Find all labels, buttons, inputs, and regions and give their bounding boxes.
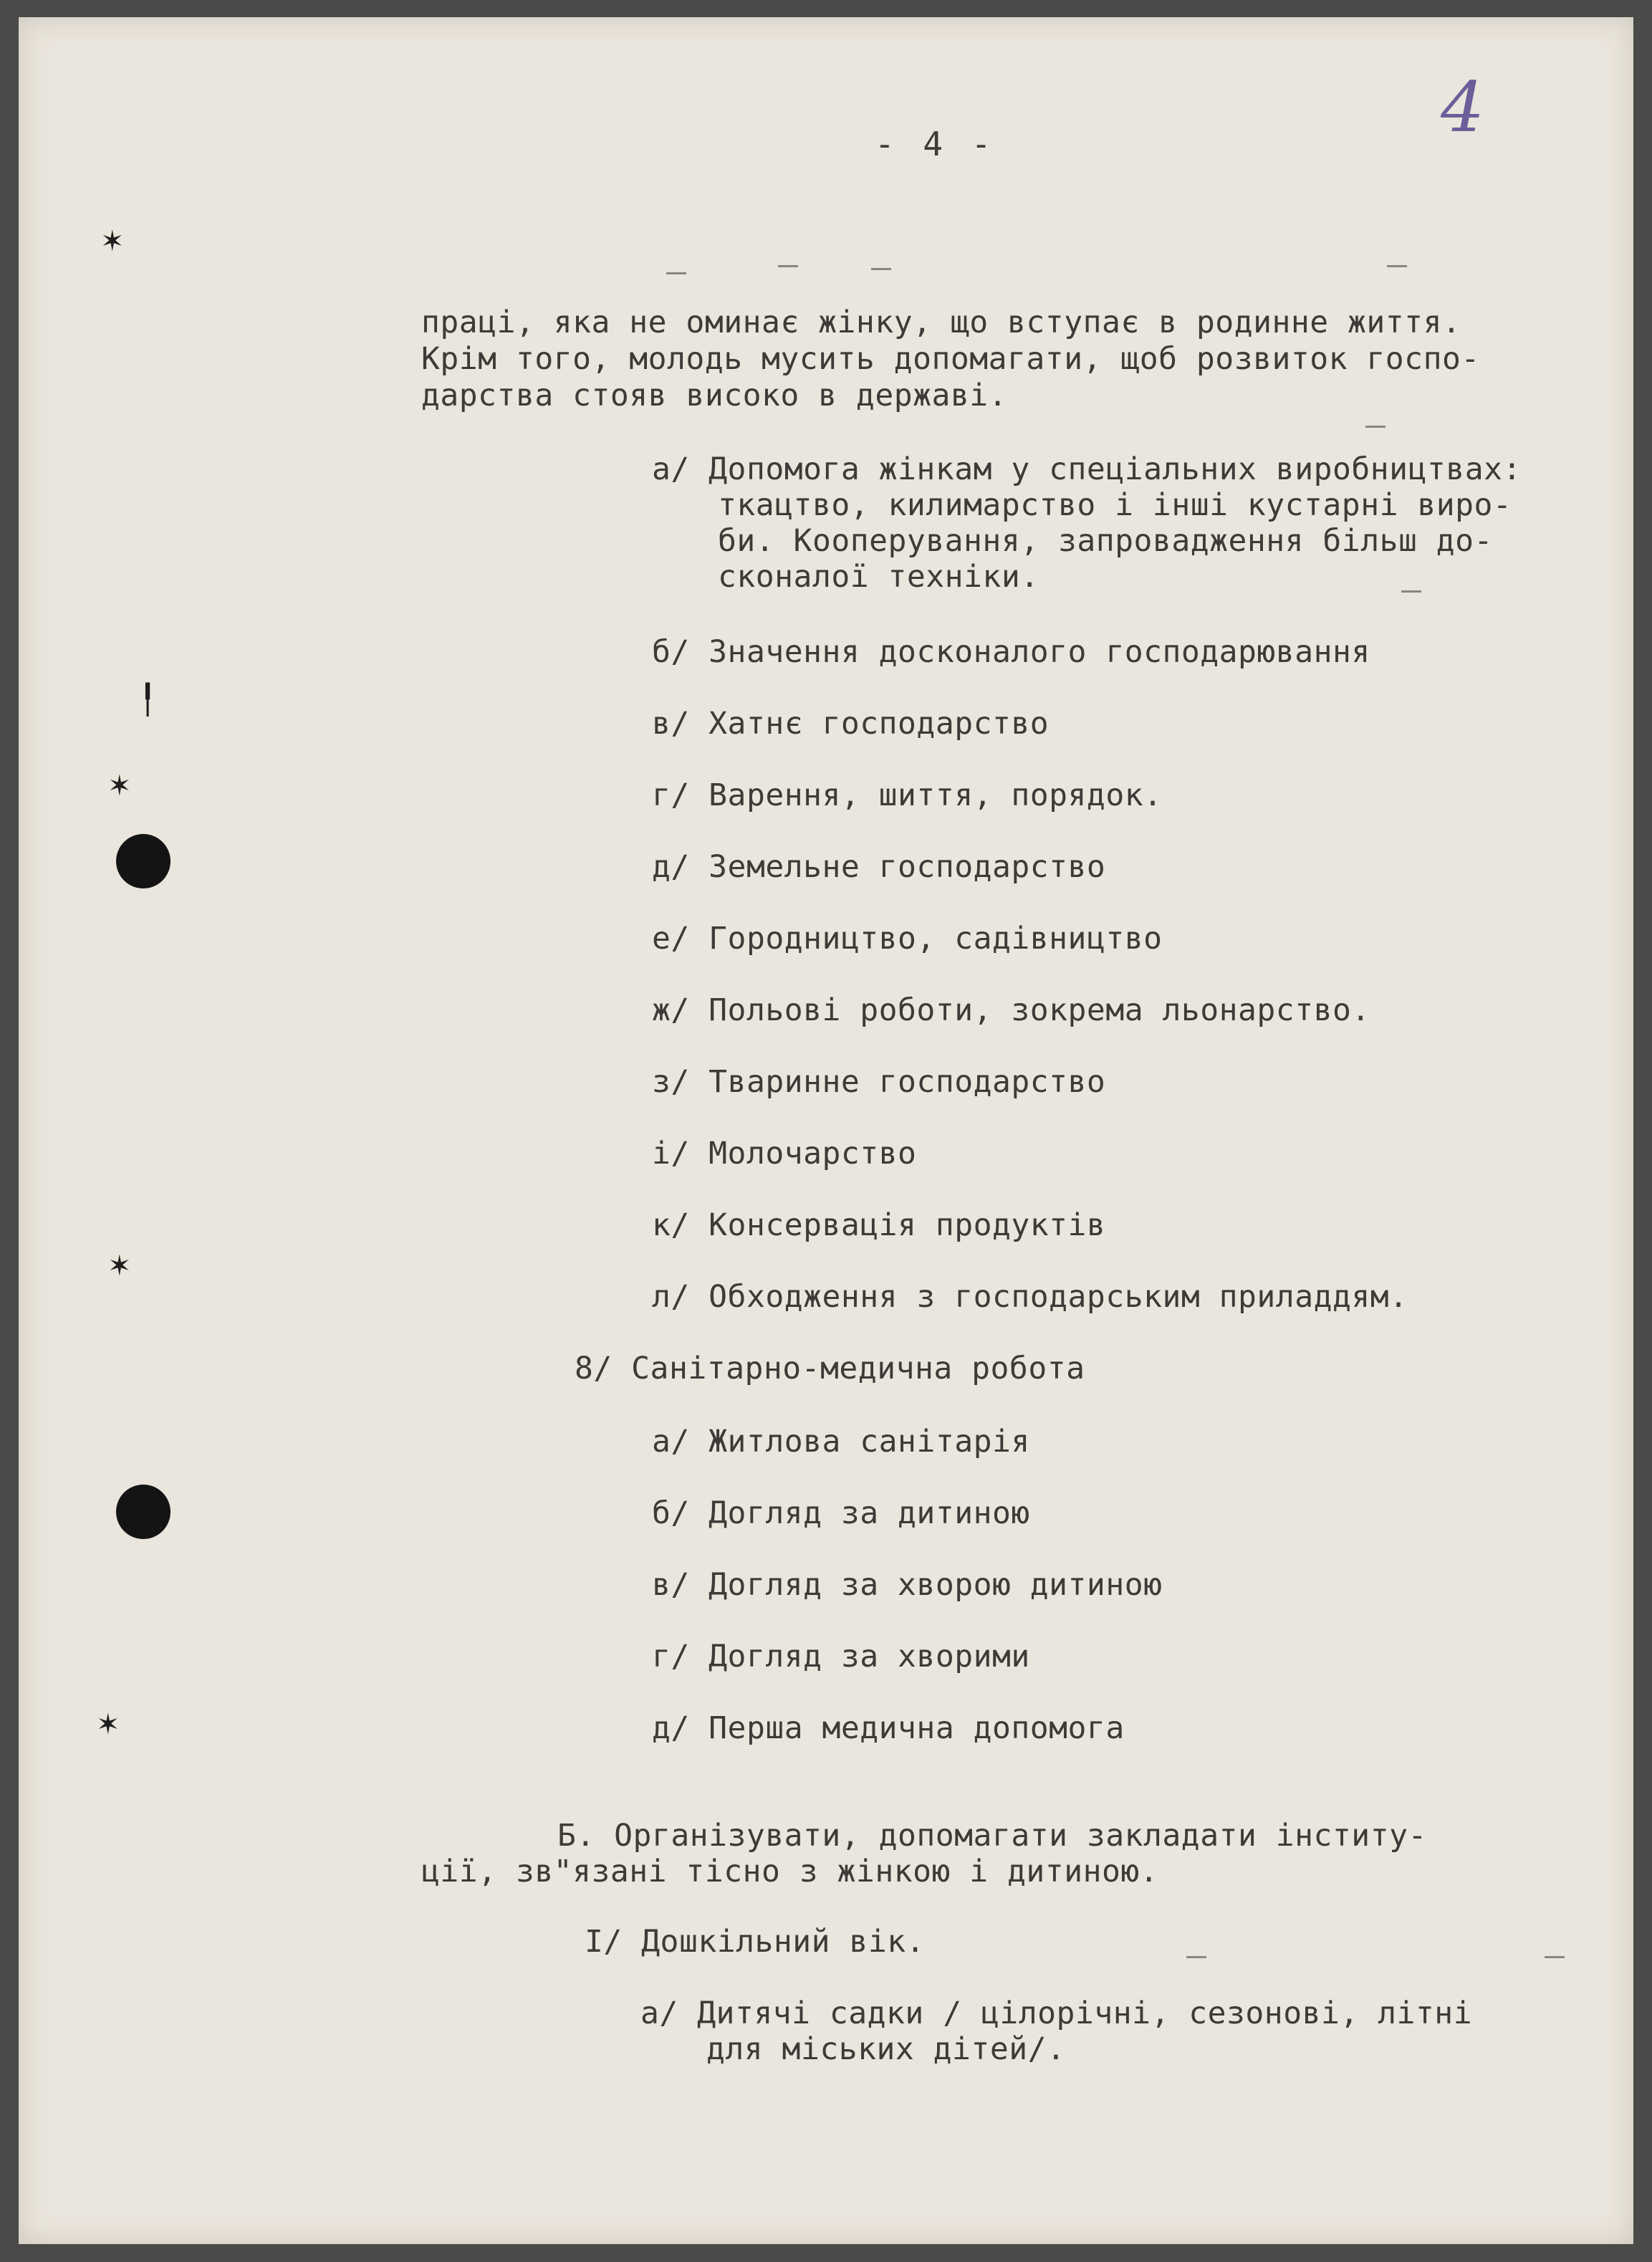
page-number: - 4 - [875, 125, 996, 163]
handwritten-folio-number: 4 [1441, 67, 1485, 148]
list-item-continuation: би. Кооперування, запровадження більш до- [718, 523, 1493, 559]
list-item: к/ Консервація продуктів [652, 1207, 1106, 1243]
list-item: л/ Обходження з господарським приладдям. [652, 1279, 1408, 1315]
list-item: в/ Хатнє господарство [652, 706, 1050, 742]
binding-mark: ✶ [107, 1250, 132, 1283]
list-item: а/ Житлова санітарія [652, 1424, 1030, 1460]
section-heading: 8/ Санітарно-медична робота [575, 1351, 1085, 1386]
list-item: е/ Городництво, садівництво [652, 921, 1163, 957]
paragraph-line: ції, зв"язані тісно з жінкою і дитиною. [421, 1854, 1159, 1889]
paragraph-line: праці, яка не оминає жінку, що вступає в родинне життя. [421, 305, 1461, 340]
paragraph-line: дарства стояв високо в державі. [421, 378, 1008, 413]
stray-mark [778, 265, 798, 267]
stray-mark [1545, 1956, 1565, 1958]
paragraph-line: Крім того, молодь мусить допомагати, щоб розвиток госпо- [421, 341, 1480, 377]
document-page [19, 17, 1633, 2244]
stray-mark [1401, 590, 1421, 593]
list-item: г/ Догляд за хворими [652, 1639, 1030, 1674]
list-item: д/ Земельне господарство [652, 849, 1106, 885]
list-item: б/ Значення досконалого господарювання [652, 634, 1370, 670]
list-item: д/ Перша медична допомога [652, 1710, 1125, 1746]
list-item-continuation: для міських дітей/. [706, 2031, 1066, 2067]
punch-hole-top [116, 834, 171, 888]
list-item: г/ Варення, шиття, порядок. [652, 777, 1163, 813]
binding-mark: ╿ [139, 684, 157, 717]
list-item-continuation: сконалої техніки. [718, 559, 1039, 595]
paragraph-line: Б. Організувати, допомагати закладати інститу- [557, 1818, 1427, 1854]
stray-mark [1387, 265, 1407, 267]
stray-mark [1186, 1956, 1206, 1958]
stray-mark [871, 268, 891, 270]
list-item: з/ Тваринне господарство [652, 1064, 1106, 1100]
list-item: в/ Догляд за хворою дитиною [652, 1567, 1163, 1603]
list-item-continuation: ткацтво, килимарство і інші кустарні виро- [718, 487, 1512, 523]
list-item: ж/ Польові роботи, зокрема льонарство. [652, 992, 1370, 1028]
list-item: а/ Дитячі садки / цілорічні, сезонові, літні [640, 1995, 1473, 2031]
list-item: і/ Молочарство [652, 1136, 917, 1171]
stray-mark [666, 272, 686, 274]
punch-hole-bottom [116, 1485, 171, 1539]
list-item: а/ Допомога жінкам у спеціальних виробництвах: [652, 451, 1522, 487]
list-item: б/ Догляд за дитиною [652, 1495, 1030, 1531]
binding-mark: ✶ [96, 1708, 120, 1741]
binding-mark: ✶ [100, 225, 125, 258]
section-heading: І/ Дошкільний вік. [585, 1924, 925, 1960]
stray-mark [1365, 426, 1386, 428]
binding-mark: ✶ [107, 770, 132, 802]
